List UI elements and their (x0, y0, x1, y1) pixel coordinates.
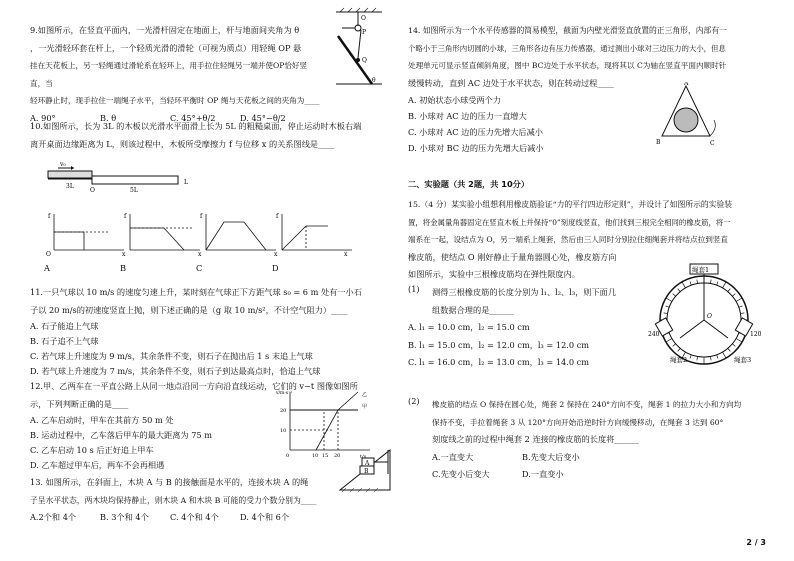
option: C. 4个和 4个 (170, 512, 219, 522)
option: A. 90° (30, 112, 56, 123)
section-title: 二、实验题（共 2题，共 10分） (408, 179, 530, 189)
fig-label: B (364, 468, 369, 475)
q12-line: 12.甲、乙两车在一平直公路上从同一地点沿同一方向沿直线运动，它们的 v−t 图像如图所 (30, 381, 358, 391)
q10-options (44, 260, 348, 278)
svg-text:O: O (46, 251, 51, 258)
option: D. 若气球上升速度为 7 m/s，其余条件不变，则石子到达最高点时，恰追上气球 (30, 366, 321, 376)
sub-number: (1) (408, 284, 420, 294)
q14-triangle-figure (656, 82, 720, 148)
q15-line: 端系在一起，设结点为 O，另一端系上绳套，然后由三人同时分别拉住细绳套并将结点拉到竖直 (408, 235, 728, 244)
option: A. 石子能追上气球 (30, 321, 99, 331)
q13-options (30, 509, 385, 527)
q9-figure (328, 6, 386, 90)
option: D.一直变小 (522, 469, 564, 479)
tick-label: 20 (334, 453, 341, 458)
protractor-tick (697, 356, 698, 360)
option: A.2个和 4个 (30, 512, 77, 522)
sub-line: 组数据合理的是______ (432, 304, 514, 315)
question-13 (30, 474, 385, 527)
protractor-tick (723, 282, 727, 288)
q15-line: 15.（4 分）某实验小组想利用橡皮筋验证“力的平行四边形定则”，并设计了如图所示的实验装 (408, 200, 733, 209)
q13-line: 13. 如图所示，在斜面上，木块 A 与 B 的接触面是水平的，连接木块 A 的绳 (30, 477, 309, 487)
q15-sub2-options (432, 466, 741, 484)
protractor-tick (678, 289, 681, 292)
q10-line: 离开桌面边缘距离为 L，则该过程中，木板所受摩擦力 f 与位移 x 的关系图线是____ (30, 138, 335, 149)
option: B. 运动过程中，乙车落后甲车的最大距离为 75 m (30, 430, 212, 440)
protractor-figure (640, 258, 770, 374)
fig-label: 120 (750, 331, 762, 338)
sub-line: 刻度线之前的过程中绳套 2 连接的橡皮筋的长度将______ (432, 434, 639, 444)
protractor-tick (710, 280, 711, 284)
fig-label: 5L (130, 187, 138, 194)
protractor-tick (728, 289, 731, 292)
q14-line: 个略小于三角形内切圆的小球，三角形各边有压力传感器，通过测出小球对三边压力的大小，但息 (408, 43, 726, 53)
q15-line: 橡皮筋，使结点 O 刚好静止于量角器圆心处，橡皮筋方向 (408, 251, 617, 262)
option: B. 3个和 4个 (100, 512, 149, 522)
q12-line: 示，下列判断正确的是____ (30, 398, 129, 409)
option: D. 乙车超过甲车后，两车不会再相遇 (30, 460, 165, 470)
option: C. 45°+θ/2 (170, 112, 216, 123)
sub-line: 橡皮筋的结点 O 保持在圆心处，绳套 2 保持在 240°方向不变，绳套 1 的拉力大小和方向均 (432, 400, 742, 409)
protractor-tick (710, 356, 711, 360)
q11-line: 11.一只气球以 10 m/s 的速度匀速上升，某时刻在气球正下方距气球 s₀ = 6 m 处有一小石 (30, 287, 362, 297)
sub-number: (2) (408, 396, 420, 406)
fig-label: O (90, 187, 95, 194)
fig-label: A (684, 82, 689, 87)
question-9 (30, 22, 320, 127)
q9-line: ，一光滑轻环套在杆上，一个轻质光滑的滑轮（可视为质点）用轻绳 OP 悬 (30, 42, 302, 53)
svg-text:x: x (274, 251, 278, 258)
option: C (196, 263, 203, 273)
fig-label: O (707, 313, 712, 320)
svg-text:x: x (198, 251, 202, 258)
protractor-tick (673, 294, 676, 297)
svg-text:f: f (48, 213, 51, 220)
fig-label: A (365, 460, 370, 467)
protractor-tick (690, 355, 691, 359)
axis-label: t/s (360, 454, 367, 458)
sub-line: 保持不变，手拉着绳套 3 从 120°方向开始沿逆时针方向缓慢移动，在绳套 3 达到 60° (432, 417, 724, 427)
q14-line: 缓慢转动，直到 AC 边处于水平状态，则在转动过程____ (408, 77, 614, 88)
q9-line: 9.如图所示，在竖直平面内，一光滑杆固定在地面上，杆与地面间夹角为 θ (30, 25, 300, 35)
protractor-tick (697, 280, 698, 284)
protractor-tick (736, 339, 742, 343)
q14-line: 处理单元可显示竖直倾斜角度，图中 BC边处于水平状态，现将其以 C为轴在竖直平面内顺时针 (408, 61, 727, 70)
protractor-tick (664, 313, 668, 314)
fig-label: L (184, 179, 188, 186)
fig-label: C (710, 140, 715, 147)
svg-text:θ: θ (372, 77, 376, 84)
tick-label: 0 (286, 453, 290, 458)
tick-label: 10 (312, 453, 319, 458)
q10-line: 10.如图所示，长为 3L 的木板以光滑水平面滑上长为 5L 的粗糙桌面，停止运动时木板右端 (30, 121, 362, 131)
axis-label: v/m·s⁻¹ (276, 391, 293, 396)
q13-line: 子呈水平状态，两木块均保持静止，则木块 A 和木块 B 可能的受力个数分别为____ (30, 495, 317, 505)
q15-line: 置，将金属量角器固定在竖直木板上并保持“0”刻度线竖直，他们找到三根完全相同的橡皮筋，将一 (408, 217, 731, 227)
question-10 (30, 118, 385, 153)
tick-label: 15 (322, 453, 329, 458)
svg-text:f: f (124, 213, 127, 220)
sub-line: 测得三根橡皮筋的长度分别为 l₁、l₂、l₃，则下面几 (432, 287, 617, 297)
option: D. 小球对 BC 边的压力先增大后减小 (408, 143, 544, 153)
q10-options-graphs (44, 210, 354, 258)
option: C. 乙车启动 10 s 后正好追上甲车 (30, 445, 154, 455)
option: A. 初始状态小球受两个力 (408, 95, 501, 105)
series-label: 甲 (362, 404, 368, 410)
protractor-tick (728, 348, 731, 351)
svg-text:f: f (200, 213, 203, 220)
option: B. 小球对 AC 边的压力一直增大 (408, 111, 527, 121)
q13-incline-figure (336, 446, 394, 496)
protractor-tick (678, 348, 681, 351)
protractor-tick (666, 298, 672, 302)
option: B.先变大后变小 (522, 451, 580, 462)
q11-line: 子以 20 m/s的初速度竖直上抛，则下述正确的是（g 取 10 m/s²，不计空气阻力）____ (30, 304, 348, 315)
option: D. 45°−θ/2 (240, 112, 286, 123)
option: B. θ (100, 112, 117, 123)
option: A (44, 263, 50, 273)
svg-text:P: P (362, 29, 367, 36)
q14-line: 14. 如图所示为一个水平传感器的简易模型，截面为内壁光滑竖直放置的正三角形，内部有一 (408, 26, 727, 35)
protractor-tick (717, 355, 718, 359)
option: B (120, 263, 127, 273)
protractor-tick (732, 344, 735, 347)
protractor-tick (736, 298, 742, 302)
option: C. 小球对 AC 边的压力先增大后减小 (408, 127, 543, 137)
option: A.一直变大 (432, 451, 474, 462)
svg-text:x: x (122, 251, 126, 258)
option: A. l₁ = 10.0 cm，l₂ = 15.0 cm (408, 322, 530, 332)
svg-text:f: f (276, 213, 279, 220)
page-number: 2 / 3 (746, 538, 766, 547)
option: C. l₁ = 16.0 cm，l₂ = 13.0 cm，l₃ = 14.0 cm (408, 357, 589, 367)
tick-label: 10 (280, 428, 287, 434)
protractor-tick (682, 282, 686, 288)
option: C. 若气球上升速度为 9 m/s，其余条件不变，则石子在抛出后 1 s 末追上气球 (30, 351, 313, 361)
protractor-tick (723, 352, 727, 358)
fig-label: v₀ (60, 162, 66, 168)
option: A. 乙车启动时，甲车在其前方 50 m 处 (30, 415, 174, 425)
svg-text:O: O (361, 15, 366, 22)
svg-text:x: x (344, 251, 348, 258)
option: C.先变小后变大 (432, 469, 490, 479)
q9-line: 轻环静止时，现手拉住一端绳子水平，当轻环平衡时 OP 绳与天花板之间的夹角为____ (30, 96, 320, 105)
q15-sub2 (408, 396, 770, 484)
series-label: 乙 (362, 392, 368, 398)
q9-line: 挂在天花板上，另一轻绳通过滑轮系在轻环上，用手拉住轻绳另一端并使OP恰好竖直，当 (30, 61, 308, 88)
protractor-tick (739, 306, 743, 307)
q15-line: 如图所示，实验中三根橡皮筋均在弹性限度内。 (408, 269, 580, 279)
protractor-tick (666, 339, 672, 343)
option: D. 4个和 6个 (240, 512, 290, 522)
fig-label: 绳套1 (692, 266, 710, 274)
fig-label: 绳套2 (670, 356, 688, 364)
protractor-tick (740, 313, 744, 314)
svg-text:Q: Q (362, 57, 367, 64)
option: B. 石子追不上气球 (30, 336, 99, 346)
option: B. l₁ = 15.0 cm，l₂ = 12.0 cm，l₃ = 12.0 cm (408, 339, 590, 350)
fig-label: 绳套3 (734, 356, 752, 364)
q15-sub2-options (432, 449, 741, 467)
protractor-tick (673, 344, 676, 347)
protractor-tick (717, 281, 718, 285)
fig-label: 3L (66, 183, 74, 190)
q10-board-figure (44, 162, 194, 194)
fig-label: 240 (648, 331, 660, 338)
option: D (272, 263, 279, 273)
tick-label: 20 (280, 408, 287, 414)
fig-label: B (656, 139, 661, 146)
question-11 (30, 284, 385, 379)
q15-sub1 (408, 284, 638, 372)
protractor-tick (665, 306, 669, 307)
protractor-tick (732, 294, 735, 297)
protractor-tick (690, 281, 691, 285)
